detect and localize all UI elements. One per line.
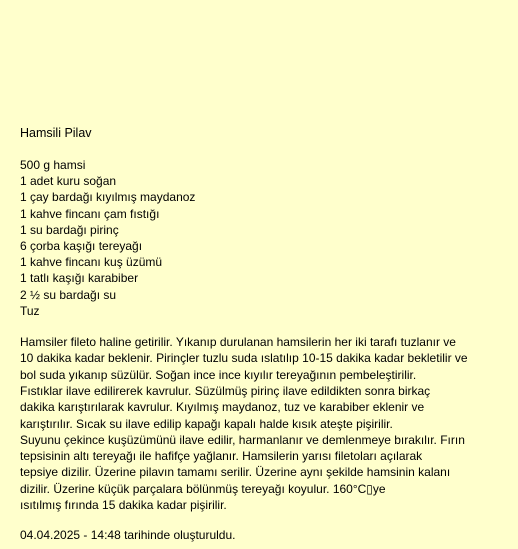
ingredient-item: 1 adet kuru soğan — [20, 174, 117, 189]
ingredient-item: 1 çay bardağı kıyılmış maydanoz — [20, 190, 196, 205]
ingredient-item: 1 kahve fincanı çam fıstığı — [20, 206, 160, 221]
ingredient-item: 500 g hamsi — [20, 158, 86, 172]
ingredient-item: Tuz — [20, 303, 40, 318]
recipe-title: Hamsili Pilav — [20, 126, 92, 140]
ingredient-item: 6 çorba kaşığı tereyağı — [20, 239, 143, 254]
ingredient-item: 2 ½ su bardağı su — [20, 287, 117, 302]
ingredient-item: 1 su bardağı pirinç — [20, 222, 119, 237]
ingredient-item: 1 kahve fincanı kuş üzümü — [20, 255, 163, 270]
recipe-document — [20, 125, 510, 543]
recipe-method: Hamsiler fileto haline getirilir. Yıkanıp durulanan hamsilerin her iki tarafı tuzlanır ve 10 dakika kadar beklenir. Pirinçler tuzlu suda ıslatılıp 10-15 dakika kadar bekletilir ve bol suda yıkanıp süzülür. Soğan ince ince kıyılır tereyağının pembeleştirilir. Fıstıklar ilave edilirerek kavrulur. Süzülmüş pirinç ilave edildikten sonra birkaç dakika karıştırılarak kavrulur. Kıyılmış maydanoz, tuz ve karabiber eklenir ve karıştırılır. Sıcak su ilave edilip kapağı kapalı halde kısık ateşte pişirilir. Suyunu çekince kuşüzümünü ilave edilir, harmanlanır ve demlenmeye bırakılır. Fırın tepsisinin altı tereyağı ile hafifçe yağlanır. Hamsilerin yarısı filetoları açılarak tepsiye dizilir. Üzerine pilavın tamamı serilir. Üzerine aynı şekilde hamsinin kalanı dizilir. Üzerine küçük parçalara bölünmüş tereyağı koyulur. 160°C▯ye ısıtılmış fırında 15 dakika kadar pişirilir. — [20, 335, 468, 512]
ingredient-item: 1 tatlı kaşığı karabiber — [20, 271, 139, 286]
ingredient-list — [20, 157, 510, 319]
creation-timestamp: 04.04.2025 - 14:48 tarihinde oluşturuldu. — [20, 528, 236, 543]
